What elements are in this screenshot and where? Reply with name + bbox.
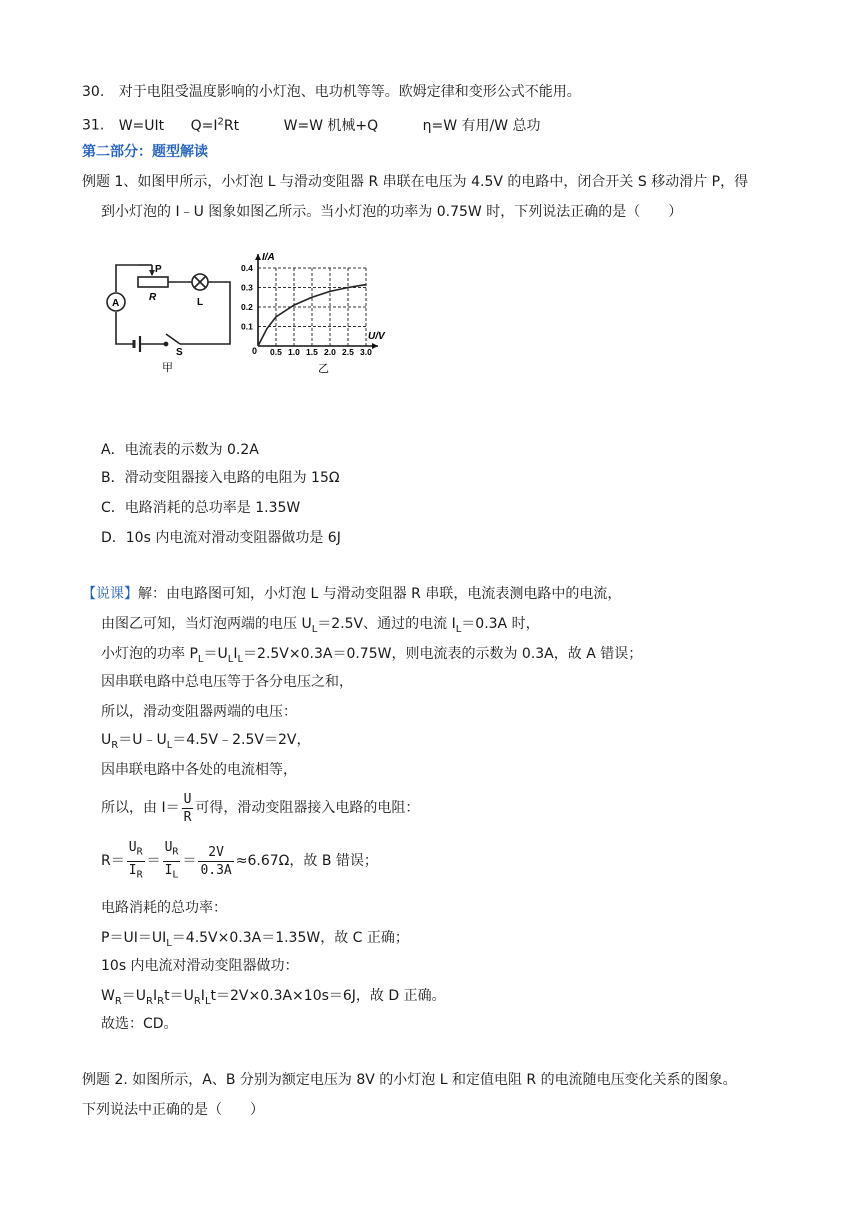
x-tick-label: 2.5	[342, 347, 354, 357]
label-l: L	[197, 297, 204, 308]
y-tick-label: 0.4	[241, 263, 253, 273]
x-tick-label: 3.0	[360, 347, 372, 357]
x-tick-label: 1.5	[306, 347, 318, 357]
label-s: S	[176, 347, 183, 358]
option-c: C．电路消耗的总功率是 1.35W	[101, 500, 301, 516]
formula-work-sum: W=W 机械+Q	[283, 117, 379, 134]
formula-efficiency: η=W 有用/W 总功	[422, 117, 541, 134]
fraction-ur-over-ir: $\frac{U_R}{I_R}$	[128, 839, 143, 881]
x-axis-label: U/V	[368, 331, 385, 342]
y-axis-arrow	[255, 254, 261, 260]
solution-line-11: $P=UI=UI_L=4.5V\times 0.3A=1.35W$，故 C 正确；	[101, 930, 409, 949]
solution-line-5: 所以，滑动变阻器两端的电压：	[101, 704, 297, 720]
example1-line2: 到小灯泡的 I﹣U 图象如图乙所示。当小灯泡的功率为 0.75W 时，下列说法正确的是（ ）	[101, 204, 683, 220]
y-tick-label: 0.2	[241, 302, 253, 312]
solution-line-14: 故选：CD。	[101, 1016, 178, 1032]
item-text: 对于电阻受温度影响的小灯泡、电功机等等。欧姆定律和变形公式不能用。	[118, 84, 581, 100]
formula-work: W=UIt	[118, 117, 165, 134]
y-axis-label: I/A	[262, 252, 275, 263]
solution-line-4: 因串联电路中总电压等于各分电压之和，	[101, 674, 353, 690]
solution-line-10: 电路消耗的总功率：	[101, 900, 227, 916]
solution-line-1: 【说课】解：由电路图可知，小灯泡 L 与滑动变阻器 R 串联，电流表测电路中的电流，	[82, 586, 622, 602]
option-b: B．滑动变阻器接入电路的电阻为 15Ω	[101, 470, 340, 486]
label-a: A	[112, 298, 120, 309]
example2-line2: 下列说法中正确的是（ ）	[82, 1102, 264, 1118]
item-30	[82, 82, 581, 102]
item-number: 31.	[82, 117, 105, 134]
caption-yi: 乙	[318, 363, 329, 375]
option-a: A．电流表的示数为 0.2A	[101, 442, 259, 458]
x-tick-label: 2.0	[324, 347, 336, 357]
iu-chart	[240, 246, 400, 376]
fraction-u-over-r: $\frac{U}{R}$	[183, 791, 192, 825]
chart-grid	[258, 268, 366, 346]
caption-jia: 甲	[162, 362, 173, 374]
solution-line-3: 小灯泡的功率 $P_L=U_LI_L=2.5V\times 0.3A=0.75W$，则电流表的示数为 0.3A，故 A 错误；	[101, 646, 643, 665]
y-tick-label: 0.3	[241, 282, 253, 293]
solution-line-2: 由图乙可知，当灯泡两端的电压 $U_L=2.5V$、通过的电流 $I_L=0.3A$ 时，	[101, 616, 540, 635]
item-number: 30.	[82, 84, 105, 100]
solution-line-7: 因串联电路中各处的电流相等，	[101, 762, 297, 778]
origin-label: 0	[252, 346, 258, 356]
label-r: R	[149, 292, 157, 303]
example2-line1: 例题 2. 如图所示，A、B 分别为额定电压为 8V 的小灯泡 L 和定值电阻 R 的电流随电压变化关系的图象。	[82, 1072, 737, 1088]
solution-line-8: 所以，由 I＝ $\frac{U}{R}$ 可得，滑动变阻器接入电路的电阻：	[101, 791, 420, 825]
circuit-diagram	[100, 252, 240, 374]
section-title: 第二部分：题型解读	[82, 144, 208, 160]
solution-tag: 【说课】	[82, 586, 138, 602]
formula-heat: $Q=I^2Rt$	[190, 116, 240, 134]
fraction-2v-over-03a: $\frac{2V}{0.3A}$	[200, 844, 232, 878]
solution-line-12: 10s 内电流对滑动变阻器做功：	[101, 958, 299, 974]
item-31	[82, 112, 541, 136]
x-axis-arrow	[372, 343, 378, 349]
fraction-ur-over-il: $\frac{U_R}{I_L}$	[164, 839, 179, 881]
example1-line1: 例题 1、如图甲所示，小灯泡 L 与滑动变阻器 R 串联在电压为 4.5V 的电路中，闭合开关 S 移动滑片 P，得	[82, 174, 749, 190]
y-tick-label: 0.1	[241, 321, 253, 332]
x-tick-label: 1.0	[288, 347, 300, 357]
solution-line-6: $U_R=U﹣U_L=4.5V﹣2.5V=2V$，	[101, 732, 311, 751]
option-d: D．10s 内电流对滑动变阻器做功是 6J	[101, 530, 341, 546]
chart-ticks	[241, 263, 372, 357]
label-p: P	[155, 264, 162, 275]
x-tick-label: 0.5	[270, 347, 282, 357]
solution-line-13: $W_R=U_RI_Rt=U_RI_Lt=2V\times 0.3A\times 10s=6J$，故 D 正确。	[101, 988, 446, 1007]
solution-line-9: R＝ $\frac{U_R}{I_R}$ ＝ $\frac{U_R}{I_L}$ ＝ $\frac{2V}{0.3A}$ ≈6.67Ω，故 B 错误；	[101, 838, 378, 884]
